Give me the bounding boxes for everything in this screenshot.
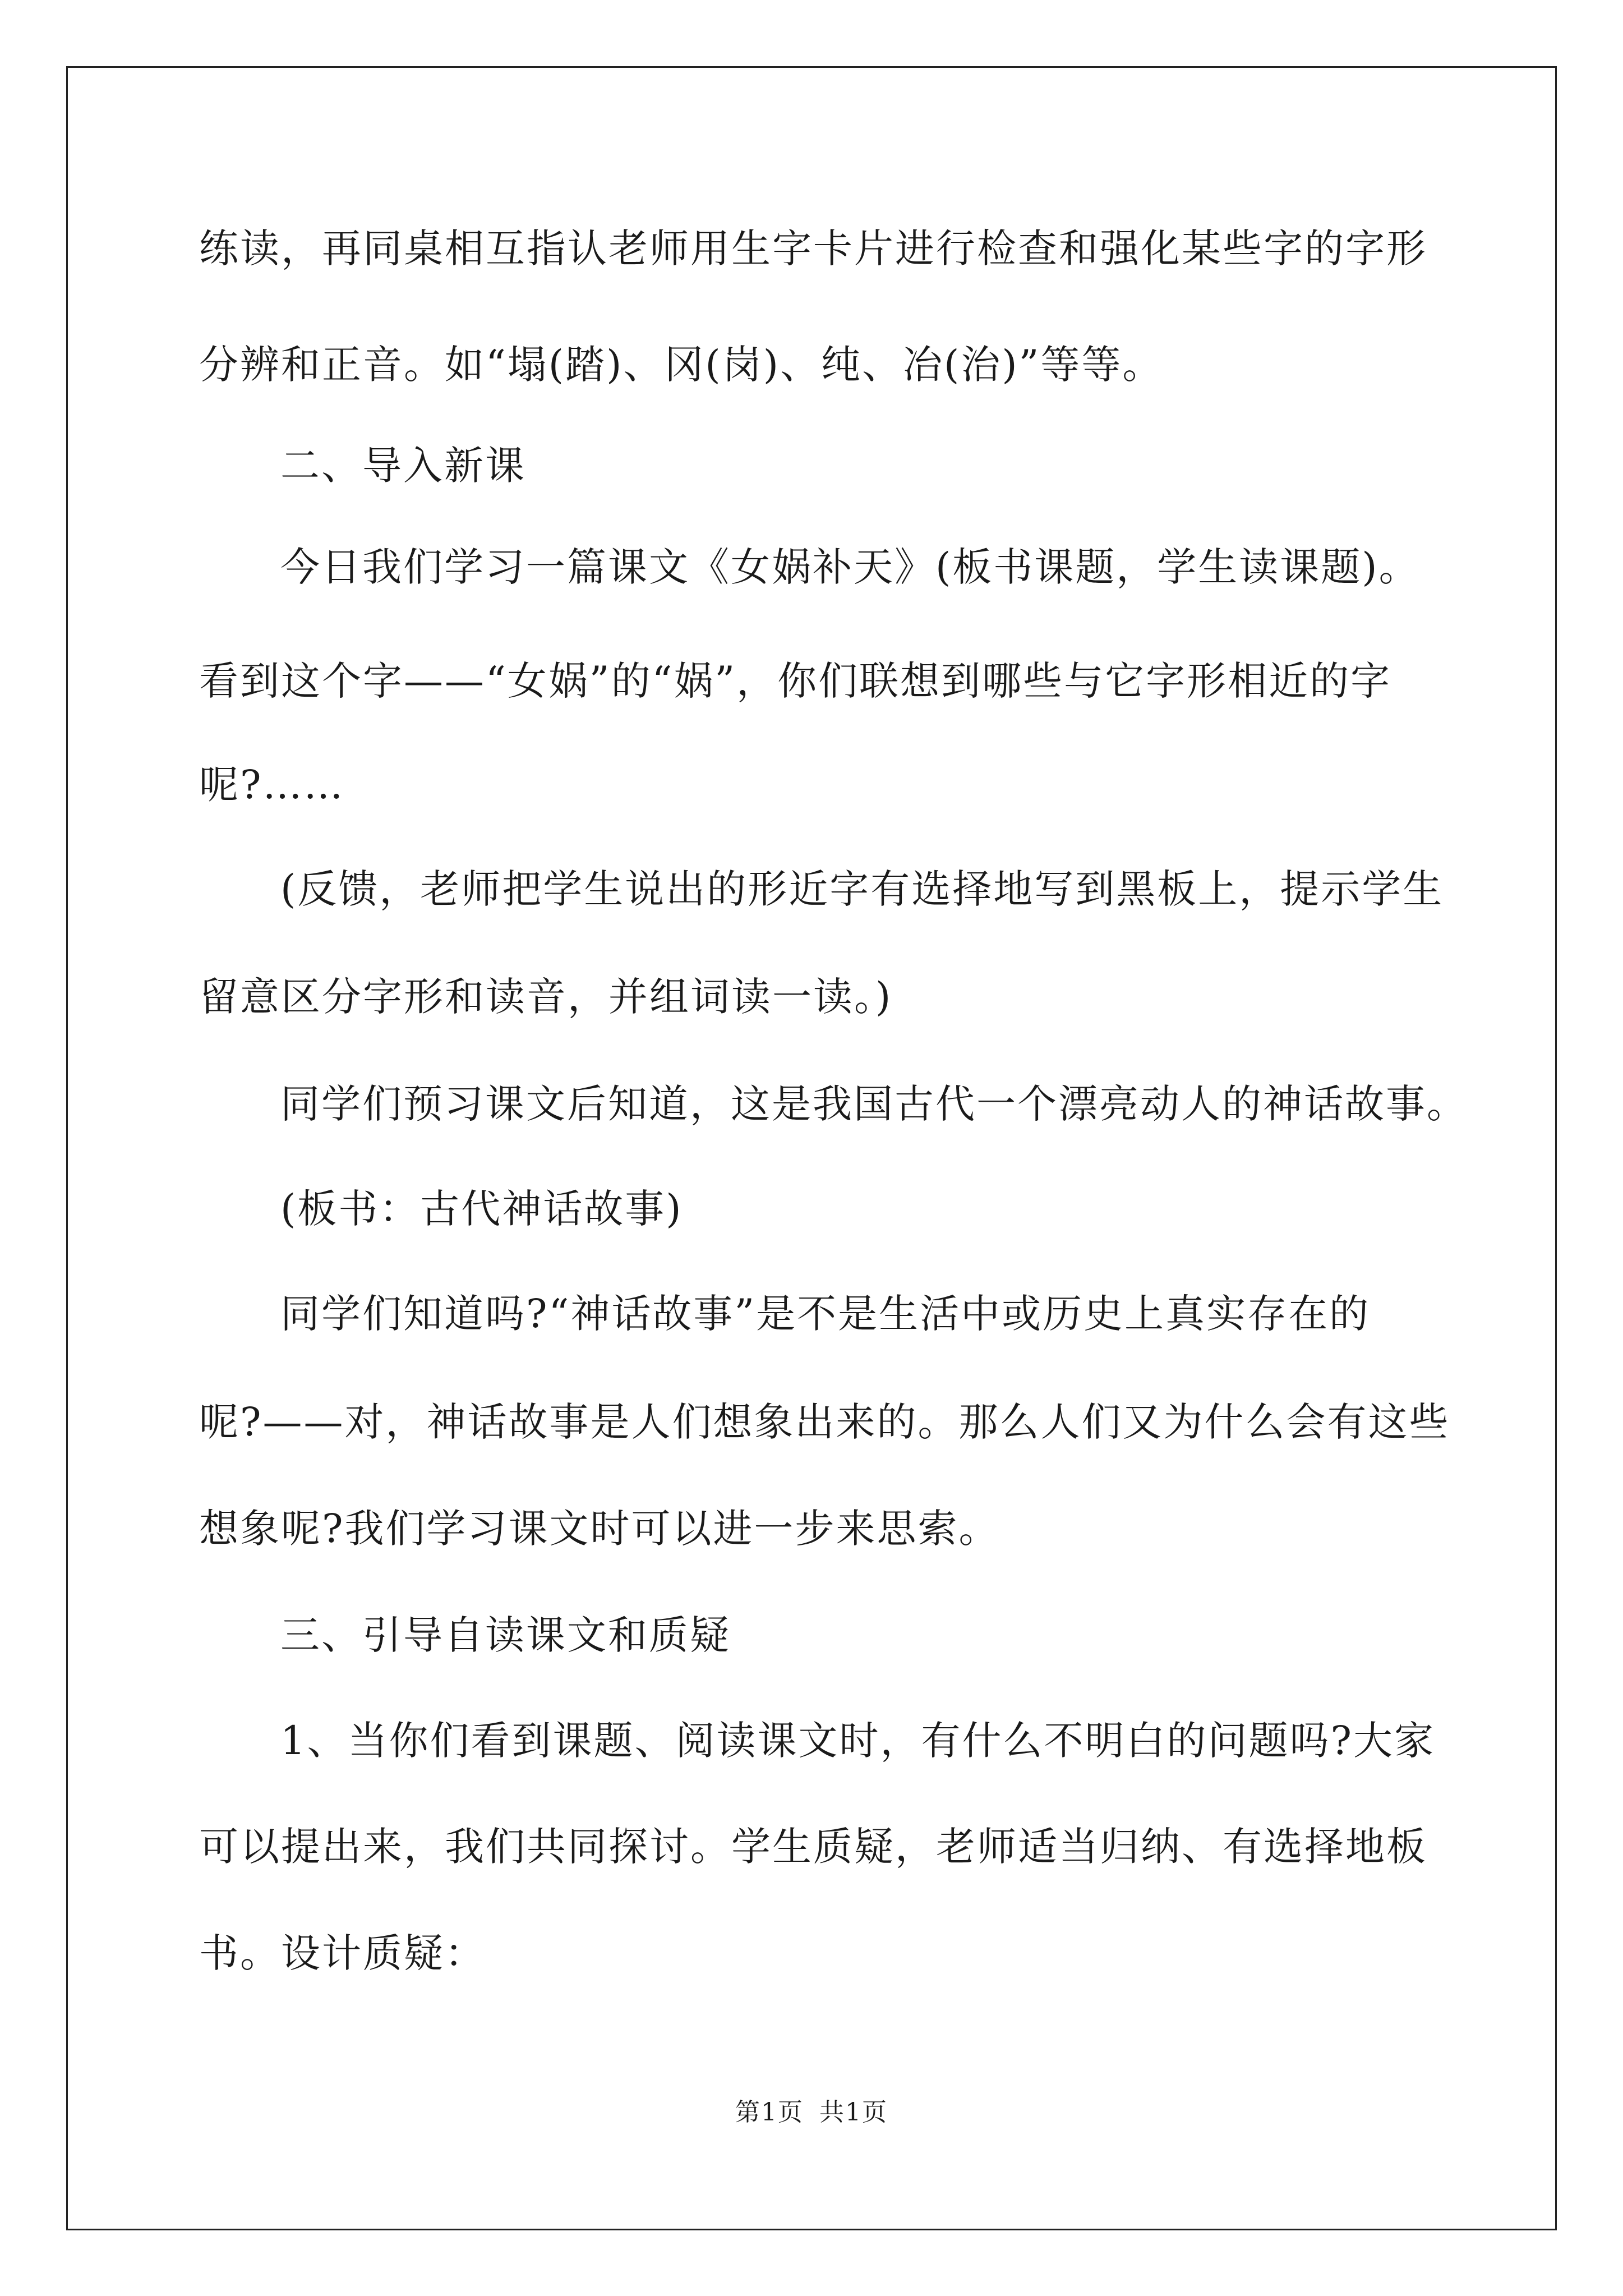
text-line: (反馈，老师把学生说出的形近字有选择地写到黑板上，提示学生 <box>280 866 1444 912</box>
text-line: 分辨和正音。如“塌(踏)、冈(岗)、纯、冶(治)”等等。 <box>199 342 1164 388</box>
text-line: 1、当你们看到课题、阅读课文时，有什么不明白的问题吗?大家 <box>280 1718 1436 1764</box>
text-line: 呢?…… <box>199 762 345 808</box>
page-number: 第1页 <box>735 2098 804 2127</box>
text-line: 呢?——对，神话故事是人们想象出来的。那么人们又为什么会有这些 <box>199 1399 1450 1445</box>
page-total: 共1页 <box>819 2098 888 2127</box>
text-line: (板书：古代神话故事) <box>280 1186 683 1232</box>
text-line: 留意区分字形和读音，并组词读一读。) <box>199 974 893 1020</box>
text-line: 同学们知道吗?“神话故事”是不是生活中或历史上真实存在的 <box>280 1291 1371 1337</box>
text-line: 看到这个字——“女娲”的“娲”，你们联想到哪些与它字形相近的字 <box>199 658 1392 704</box>
text-line: 想象呢?我们学习课文时可以进一步来思索。 <box>199 1506 1000 1552</box>
page-border <box>66 66 1557 2230</box>
text-line: 可以提出来，我们共同探讨。学生质疑，老师适当归纳、有选择地板 <box>199 1824 1427 1870</box>
section-heading: 三、引导自读课文和质疑 <box>280 1612 731 1658</box>
text-line: 同学们预习课文后知道，这是我国古代一个漂亮动人的神话故事。 <box>280 1081 1468 1127</box>
text-line: 书。设计质疑： <box>199 1930 486 1976</box>
page-footer <box>0 2096 1623 2129</box>
section-heading: 二、导入新课 <box>280 443 526 489</box>
text-line: 练读，再同桌相互指认老师用生字卡片进行检查和强化某些字的字形 <box>199 226 1427 272</box>
text-line: 今日我们学习一篇课文《女娲补天》(板书课题，学生读课题)。 <box>280 544 1420 590</box>
